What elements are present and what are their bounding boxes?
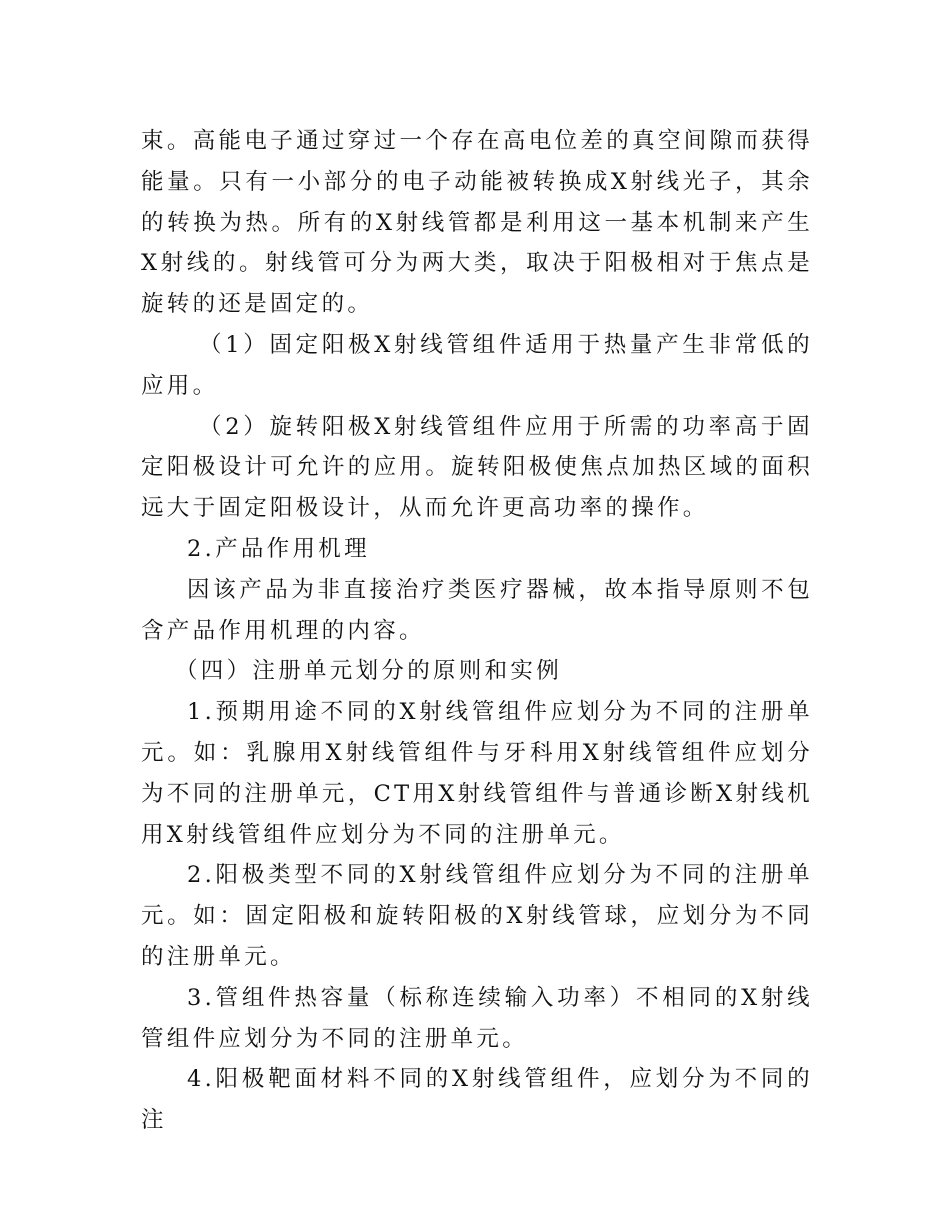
paragraph-fixed-anode: （1）固定阳极X射线管组件适用于热量产生非常低的应用。 <box>141 331 813 399</box>
paragraph-rule-3: 3.管组件热容量（标称连续输入功率）不相同的X射线管组件应划分为不同的注册单元。 <box>141 984 813 1052</box>
paragraph-rule-4: 4.阳极靶面材料不同的X射线管组件，应划分为不同的注 <box>141 1066 813 1134</box>
section-heading-registration-units: （四）注册单元划分的原则和实例 <box>175 658 563 685</box>
paragraph-mechanism: 因该产品为非直接治疗类医疗器械，故本指导原则不包含产品作用机理的内容。 <box>141 576 813 644</box>
section-heading-mechanism: 2.产品作用机理 <box>187 535 370 562</box>
paragraph-rule-1: 1.预期用途不同的X射线管组件应划分为不同的注册单元。如：乳腺用X射线管组件与牙科用X射线管组件应划分为不同的注册单元，CT用X射线管组件与普通诊断X射线机用X射线管组件应划分为不同的注册单元。 <box>141 699 813 848</box>
paragraph-rule-2: 2.阳极类型不同的X射线管组件应划分为不同的注册单元。如：固定阳极和旋转阳极的X射线管球，应划分为不同的注册单元。 <box>141 862 813 970</box>
paragraph-intro-continued: 束。高能电子通过穿过一个存在高电位差的真空间隙而获得能量。只有一小部分的电子动能被转换成X射线光子，其余的转换为热。所有的X射线管都是利用这一基本机制来产生X射线的。射线管可分为两大类，取决于阳极相对于焦点是旋转的还是固定的。 <box>141 128 813 318</box>
document-body <box>141 121 813 1141</box>
paragraph-rotating-anode: （2）旋转阳极X射线管组件应用于所需的功率高于固定阳极设计可允许的应用。旋转阳极使焦点加热区域的面积远大于固定阳极设计，从而允许更高功率的操作。 <box>141 413 813 522</box>
